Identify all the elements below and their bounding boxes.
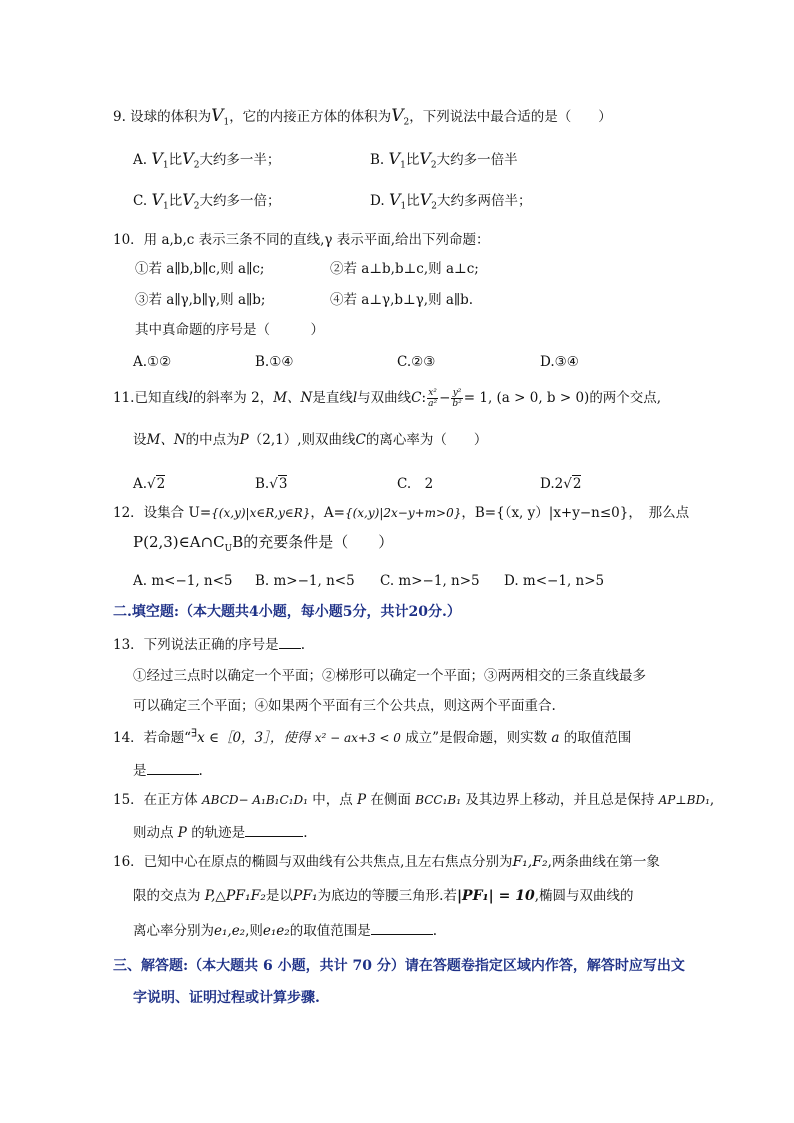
q15-answer-blank [245,822,303,837]
q11-option-a: A.√2 [133,476,166,492]
q10-stem: 10．用 a,b,c 表示三条不同的直线,γ 表示平面,给出下列命题： [113,232,490,248]
q14-line-1: 14．若命题“∃x ∈［0，3］，使得 x² − ax+3 < 0 成立”是假命题，则实数 a 的取值范围 [113,726,632,746]
q11-line-2: 设M、N的中点为P（2,1）,则双曲线C的离心率为（ ） [133,432,488,448]
section-3-heading-line-2: 字说明、证明过程或计算步骤. [133,990,320,1006]
q12-line-1: 12．设集合 U={(x,y)|x∈R,y∈R}，A={(x,y)|2x−y+m>0}，B={（x, y）|x+y−n≤0}， 那么点 [113,505,690,521]
q9-option-d: D. $V_1$比$V_2$大约多两倍半； [370,190,532,212]
q10-option-c: C.②③ [397,354,436,370]
q11-option-c: C. 2 [397,476,434,492]
q10-proposition-2: ②若 a⊥b,b⊥c,则 a⊥c; [330,261,479,277]
q12-option-d: D. m<−1, n>5 [504,573,605,589]
q12-option-b: B. m>−1, n<5 [255,573,355,589]
q16-line-2: 限的交点为 P,△PF₁F₂是以PF₁为底边的等腰三角形.若|PF₁| = 10,椭圆与双曲线的 [133,888,634,904]
q13-answer-blank [279,634,301,649]
section-3-heading-line-1: 三、解答题:（本大题共 6 小题，共计 70 分）请在答题卷指定区域内作答，解答时应写出文 [113,958,685,974]
q9-option-a: A. $V_1$比$V_2$大约多一半； [133,149,281,171]
q14-answer-blank [147,760,199,775]
q11-line-1: 11.已知直线l的斜率为 2，M、N是直线l与双曲线C: $\frac{\text{x²}}{\text{a²}}$ − $\frac{\text{y²}}{\text{b²}}$ = 1, (a > 0, b > 0)的两个交点, [113,388,662,409]
q15-line-2: 则动点 P 的轨迹是 . [133,822,307,843]
q10-question: 其中真命题的序号是（ ） [135,322,324,338]
q10-proposition-4: ④若 a⊥γ,b⊥γ,则 a∥b. [330,292,474,308]
q13-line-3: 可以确定三个平面；④如果两个平面有三个公共点，则这两个平面重合. [133,698,556,714]
q12-line-2: $P(2,3)\in A\cap C_UB$的充要条件是（ ） [133,533,394,554]
q12-option-c: C. m>−1, n>5 [380,573,480,589]
q10-option-a: A.①② [133,354,172,370]
section-2-heading: 二.填空题:（本大题共4小题，每小题5分，共计20分.） [113,604,461,620]
q13-line-2: ①经过三点时以确定一个平面；②梯形可以确定一个平面；③两两相交的三条直线最多 [133,668,646,684]
q9-option-c: C. $V_1$比$V_2$大约多一倍； [133,190,281,212]
q13-stem: 13．下列说法正确的序号是 . [113,634,305,655]
q16-line-3: 离心率分别为e₁,e₂,则e₁e₂的取值范围是 . [133,920,437,941]
q14-line-2: 是 . [133,760,203,781]
q9-option-b: B. $V_1$比$V_2$大约多一倍半 [370,149,518,171]
q10-option-b: B.①④ [255,354,294,370]
q11-option-d: D.2√2 [540,476,582,492]
q10-proposition-3: ③若 a∥γ,b∥γ,则 a∥b; [135,292,266,308]
q16-line-1: 16．已知中心在原点的椭圆与双曲线有公共焦点,且左右焦点分别为F₁,F₂,两条曲线在第一象 [113,854,660,870]
q10-proposition-1: ①若 a∥b,b∥c,则 a∥c; [135,261,265,277]
q9-stem: 9. 设球的体积为$V_1$，它的内接正方体的体积为$V_2$，下列说法中最合适的是（ ） [113,106,612,128]
q10-option-d: D.③④ [540,354,579,370]
q12-option-a: A. m<−1, n<5 [133,573,233,589]
q11-option-b: B.√3 [255,476,288,492]
q16-answer-blank [371,920,433,935]
q15-line-1: 15．在正方体 ABCD− A₁B₁C₁D₁ 中，点 P 在侧面 BCC₁B₁ 及其边界上移动，并且总是保持 AP⊥BD₁, [113,792,715,808]
